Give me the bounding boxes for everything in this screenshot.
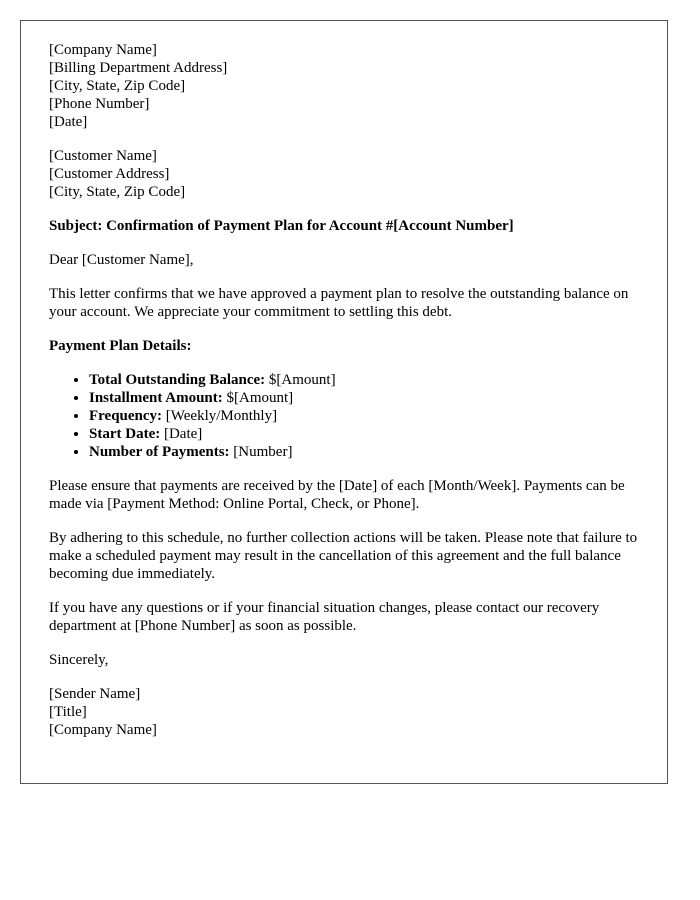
sender-phone: [Phone Number]: [49, 96, 150, 112]
sender-company-name: [Company Name]: [49, 42, 157, 58]
sender-city-state-zip: [City, State, Zip Code]: [49, 78, 186, 94]
signature-sender-name: [Sender Name]: [49, 686, 141, 702]
sender-billing-address: [Billing Department Address]: [49, 60, 228, 76]
plan-item-label: Start Date:: [89, 426, 161, 442]
subject-line: Subject: Confirmation of Payment Plan for Account #[Account Number]: [49, 218, 514, 234]
payment-paragraph: Please ensure that payments are received by the [Date] of each [Month/Week]. Payments can be made via [Payment Method: Online Portal, Check, or Phone].: [49, 478, 625, 512]
signature-title: [Title]: [49, 704, 87, 720]
recipient-city-state-zip: [City, State, Zip Code]: [49, 184, 186, 200]
recipient-name: [Customer Name]: [49, 148, 157, 164]
plan-item-label: Number of Payments:: [89, 444, 230, 460]
plan-item-installment: [89, 389, 647, 407]
intro-paragraph: This letter confirms that we have approved a payment plan to resolve the outstanding balance on your account. We appreciate your commitment to settling this debt.: [49, 286, 629, 320]
signature-block: [49, 685, 647, 739]
sender-address-block: [49, 41, 647, 131]
plan-item-value: [Number]: [229, 444, 293, 460]
plan-item-value: $[Amount]: [265, 372, 336, 388]
recipient-address: [Customer Address]: [49, 166, 170, 182]
letter: [20, 20, 668, 784]
letter-date: [Date]: [49, 114, 88, 130]
recipient-address-block: [49, 147, 647, 201]
signature-company-name: [Company Name]: [49, 722, 157, 738]
plan-details-heading: Payment Plan Details:: [49, 338, 192, 354]
plan-details-list: [49, 371, 647, 461]
plan-item-label: Installment Amount:: [89, 390, 223, 406]
salutation: Dear [Customer Name],: [49, 252, 194, 268]
adherence-paragraph: By adhering to this schedule, no further collection actions will be taken. Please note that failure to make a scheduled payment may result in the cancellation of this agreement and the full balance becoming due immediately.: [49, 530, 638, 582]
plan-item-label: Total Outstanding Balance:: [89, 372, 266, 388]
plan-item-number-of-payments: [89, 443, 647, 461]
contact-paragraph: If you have any questions or if your financial situation changes, please contact our recovery department at [Phone Number] as soon as possible.: [49, 600, 600, 634]
plan-item-value: [Weekly/Monthly]: [162, 408, 278, 424]
plan-item-frequency: [89, 407, 647, 425]
plan-item-total-balance: [89, 371, 647, 389]
closing: Sincerely,: [49, 652, 109, 668]
plan-item-value: $[Amount]: [222, 390, 294, 406]
plan-item-value: [Date]: [160, 426, 203, 442]
plan-item-start-date: [89, 425, 647, 443]
plan-item-label: Frequency:: [89, 408, 163, 424]
